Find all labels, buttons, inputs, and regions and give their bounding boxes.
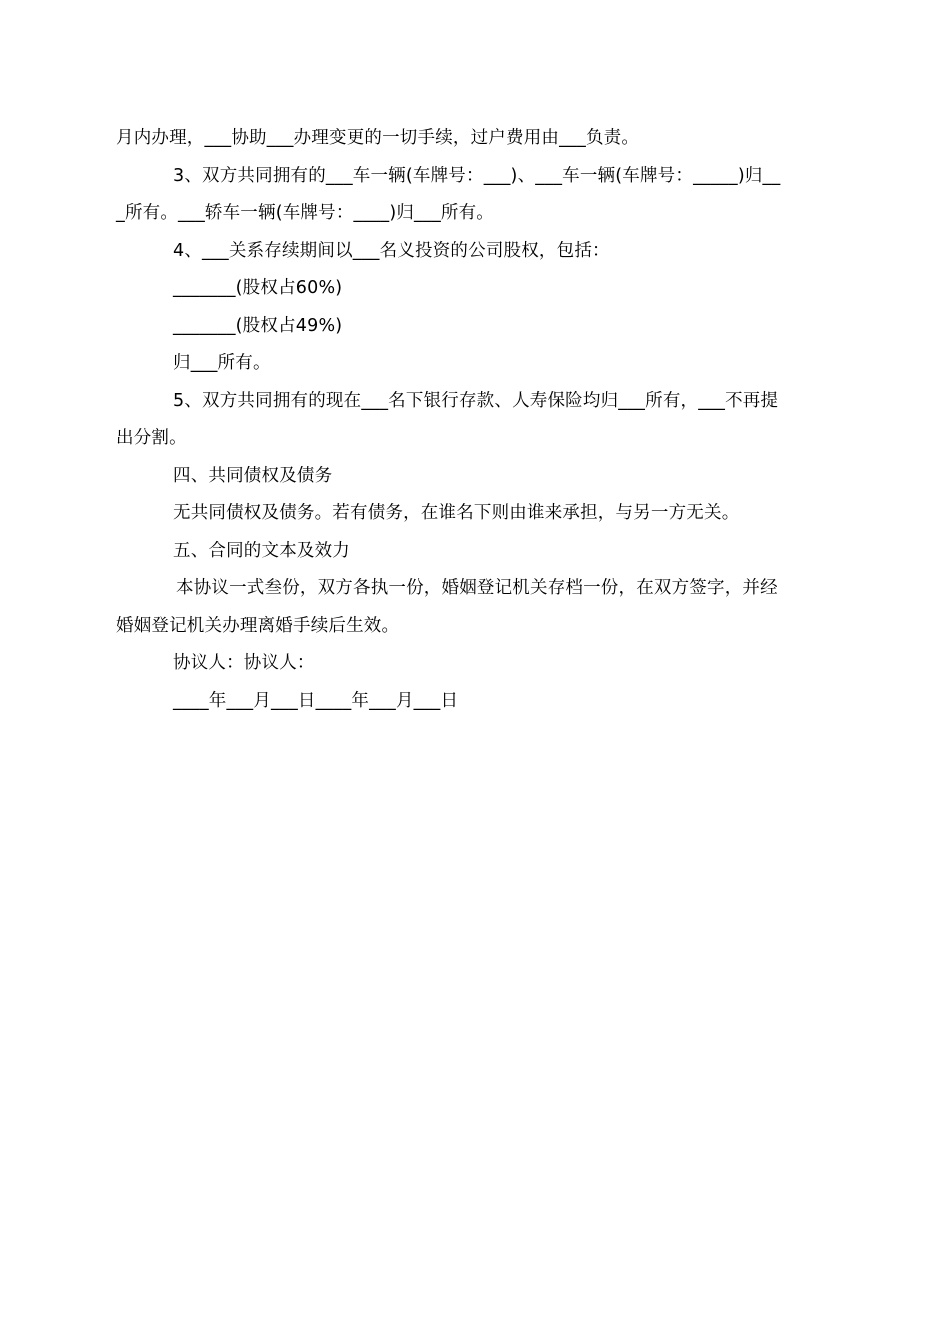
clause-3-line-2: _所有。___轿车一辆(车牌号：____)归___所有。 <box>116 203 495 223</box>
section-5-heading: 五、合同的文本及效力 <box>173 540 350 561</box>
date-line: ____年___月___日____年___月___日 <box>173 690 459 711</box>
equity-item-1: _______(股权占60%) <box>173 278 343 298</box>
signatories-line: 协议人：协议人： <box>173 653 315 673</box>
clause-5-line-2: 出分割。 <box>116 428 187 448</box>
clause-3-line-1: 3、双方共同拥有的___车一辆(车牌号：___)、___车一辆(车牌号：_____)归__ <box>173 165 781 186</box>
equity-item-2: _______(股权占49%) <box>173 315 343 336</box>
section-5-text-line-2: 婚姻登记机关办理离婚手续后生效。 <box>116 615 400 636</box>
clause-5-line-1: 5、双方共同拥有的现在___名下银行存款、人寿保险均归___所有，___不再提 <box>173 390 779 411</box>
section-4-heading: 四、共同债权及债务 <box>173 465 333 486</box>
document-body <box>116 120 836 720</box>
section-5-text-line-1: 本协议一式叁份，双方各执一份，婚姻登记机关存档一份，在双方签字，并经 <box>176 578 778 598</box>
paragraph-line-continuation: 月内办理，___协助___办理变更的一切手续，过户费用由___负责。 <box>116 128 640 148</box>
section-4-text: 无共同债权及债务。若有债务，在谁名下则由谁来承担，与另一方无关。 <box>173 503 740 523</box>
clause-4-line: 4、___关系存续期间以___名义投资的公司股权，包括： <box>173 240 610 261</box>
equity-owner-line: 归___所有。 <box>173 353 271 373</box>
